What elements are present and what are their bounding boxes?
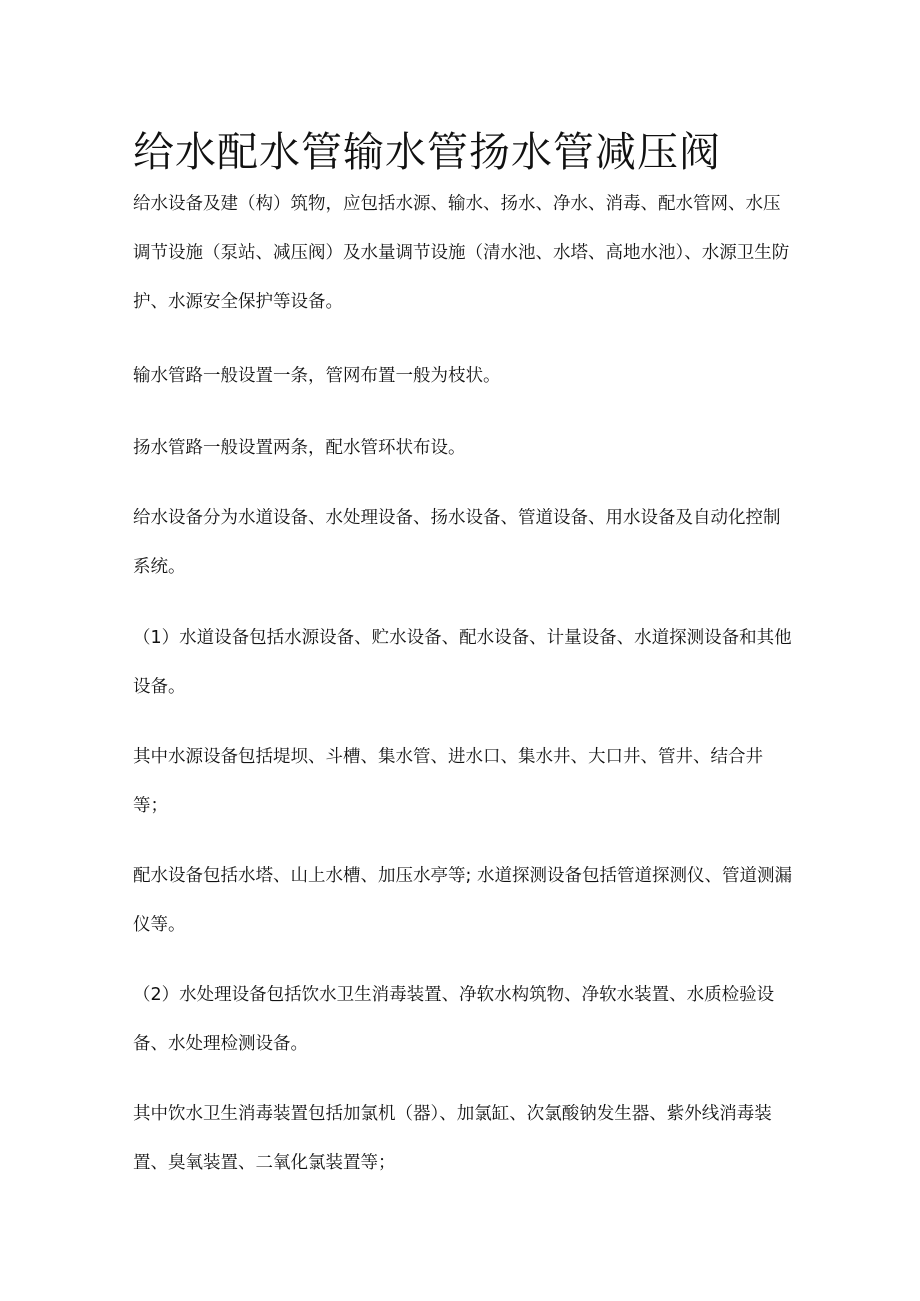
paragraph-water-facilities: 给水设备及建（构）筑物，应包括水源、输水、扬水、净水、消毒、配水管网、水压调节设施（泵站、减压阀）及水量调节设施（清水池、水塔、高地水池）、水源卫生防护、水源安全保护等设备。 <box>133 194 790 312</box>
paragraph-distribution-equipment: 配水设备包括水塔、山上水槽、加压水亭等; 水道探测设备包括管道探测仪、管道测漏仪等。 <box>133 866 792 935</box>
document-title: 给水配水管输水管扬水管减压阀 <box>133 128 721 176</box>
paragraph-transmission-pipe: 输水管路一般设置一条，管网布置一般为枝状。 <box>133 366 501 386</box>
paragraph-water-source-equipment: 其中水源设备包括堤坝、斗槽、集水管、进水口、集水井、大口井、管井、结合井等； <box>133 747 763 816</box>
paragraph-disinfection-devices: 其中饮水卫生消毒装置包括加氯机（器）、加氯缸、次氯酸钠发生器、紫外线消毒装置、臭氧装置、二氧化氯装置等； <box>133 1104 772 1173</box>
paragraph-equipment-categories: 给水设备分为水道设备、水处理设备、扬水设备、管道设备、用水设备及自动化控制系统。 <box>133 508 781 577</box>
paragraph-lift-pipe: 扬水管路一般设置两条，配水管环状布设。 <box>133 438 466 458</box>
paragraph-waterway-equipment: （1）水道设备包括水源设备、贮水设备、配水设备、计量设备、水道探测设备和其他设备。 <box>133 628 792 697</box>
paragraph-treatment-equipment: （2）水处理设备包括饮水卫生消毒装置、净软水构筑物、净软水装置、水质检验设备、水处理检测设备。 <box>133 985 775 1054</box>
